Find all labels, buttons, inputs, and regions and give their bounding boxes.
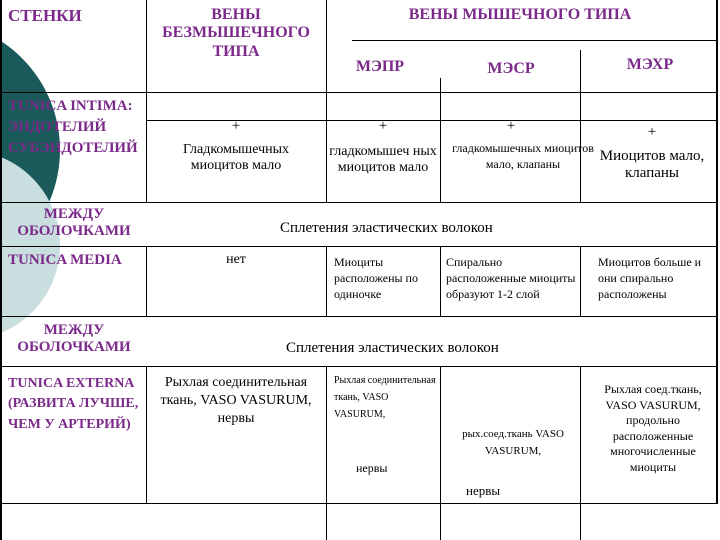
header-mepr: МЭПР: [355, 58, 405, 75]
vline-col2-b: [326, 246, 327, 316]
intima-label: TUNICA INTIMA: ЭНДОТЕЛИЙ СУБЭНДОТЕЛИЙ: [8, 98, 138, 156]
hline-between1-bottom: [2, 246, 718, 247]
header-mesr: МЭСР: [487, 60, 535, 77]
vline-left: [0, 0, 2, 540]
media-label: TUNICA MEDIA: [8, 252, 122, 268]
media-nonmuscular: нет: [226, 252, 246, 267]
vline-col2: [326, 0, 327, 202]
hline-header: [2, 92, 718, 93]
intima-mepr-plus: +: [378, 118, 388, 134]
header-mehr: МЭХР: [626, 56, 674, 73]
between2-label: МЕЖДУ ОБОЛОЧКАМИ: [17, 322, 131, 356]
between1-label: МЕЖДУ ОБОЛОЧКАМИ: [17, 206, 131, 240]
vline-col1-b: [146, 246, 147, 316]
hline-between2-top: [2, 316, 718, 317]
vline-col2-c: [326, 366, 327, 540]
externa-nonmuscular: Рыхлая соединительная ткань, VASO VASURUM, нервы: [160, 375, 312, 427]
hline-between2-bottom: [2, 366, 718, 367]
externa-mehr: Рыхлая соед.ткань, VASO VASURUM, продольно расположенные многочисленные миоциты: [604, 382, 702, 474]
media-mehr: Миоцитов больше и они спирально расположены: [598, 255, 702, 302]
intima-mepr-text: гладкомышеч ных миоцитов мало: [329, 144, 437, 176]
vline-col4-c: [580, 366, 581, 540]
hline-muscular-sub: [352, 40, 718, 41]
vline-col4-b: [580, 246, 581, 316]
between2-text: Сплетения эластических волокон: [286, 340, 499, 356]
externa-mepr-b: нервы: [356, 461, 388, 475]
hline-between1-top: [2, 202, 718, 203]
vline-col3: [440, 78, 441, 202]
vline-col3-b: [440, 246, 441, 316]
externa-mesr-b: нервы: [466, 483, 501, 498]
vline-col1-c: [146, 366, 147, 504]
intima-nonmuscular-text: Гладкомышечных миоцитов мало: [182, 142, 290, 174]
intima-mehr-plus: +: [647, 124, 657, 140]
vline-right: [716, 0, 718, 504]
intima-mehr-text: Миоцитов мало, клапаны: [599, 148, 705, 182]
externa-mesr-a: рых.соед.ткань VASO VASURUM,: [462, 428, 564, 457]
media-mepr: Миоциты расположены по одиночке: [334, 255, 418, 302]
externa-mepr-a: Рыхлая соединительная ткань, VASO VASURUM,: [334, 375, 436, 420]
header-muscular: ВЕНЫ МЫШЕЧНОГО ТИПА: [408, 6, 632, 23]
vline-col3-c: [440, 366, 441, 540]
hline-bottom: [2, 503, 718, 504]
header-walls: СТЕНКИ: [8, 6, 82, 25]
intima-mesr-plus: +: [506, 118, 516, 134]
vline-col1: [146, 0, 147, 202]
intima-nonmuscular-plus: +: [231, 118, 241, 134]
header-nonmuscular: ВЕНЫ БЕЗМЫШЕЧНОГО ТИПА: [162, 6, 310, 60]
media-mesr: Спирально расположенные миоциты образуют 1-2 слой: [446, 255, 576, 302]
vline-col4: [580, 50, 581, 202]
externa-label: TUNICA EXTERNA (РАЗВИТА ЛУЧШЕ, ЧЕМ У АРТЕРИЙ): [8, 376, 139, 432]
intima-mesr-text: гладкомышечных миоцитов мало, клапаны: [452, 141, 594, 172]
between1-text: Сплетения эластических волокон: [280, 220, 493, 236]
